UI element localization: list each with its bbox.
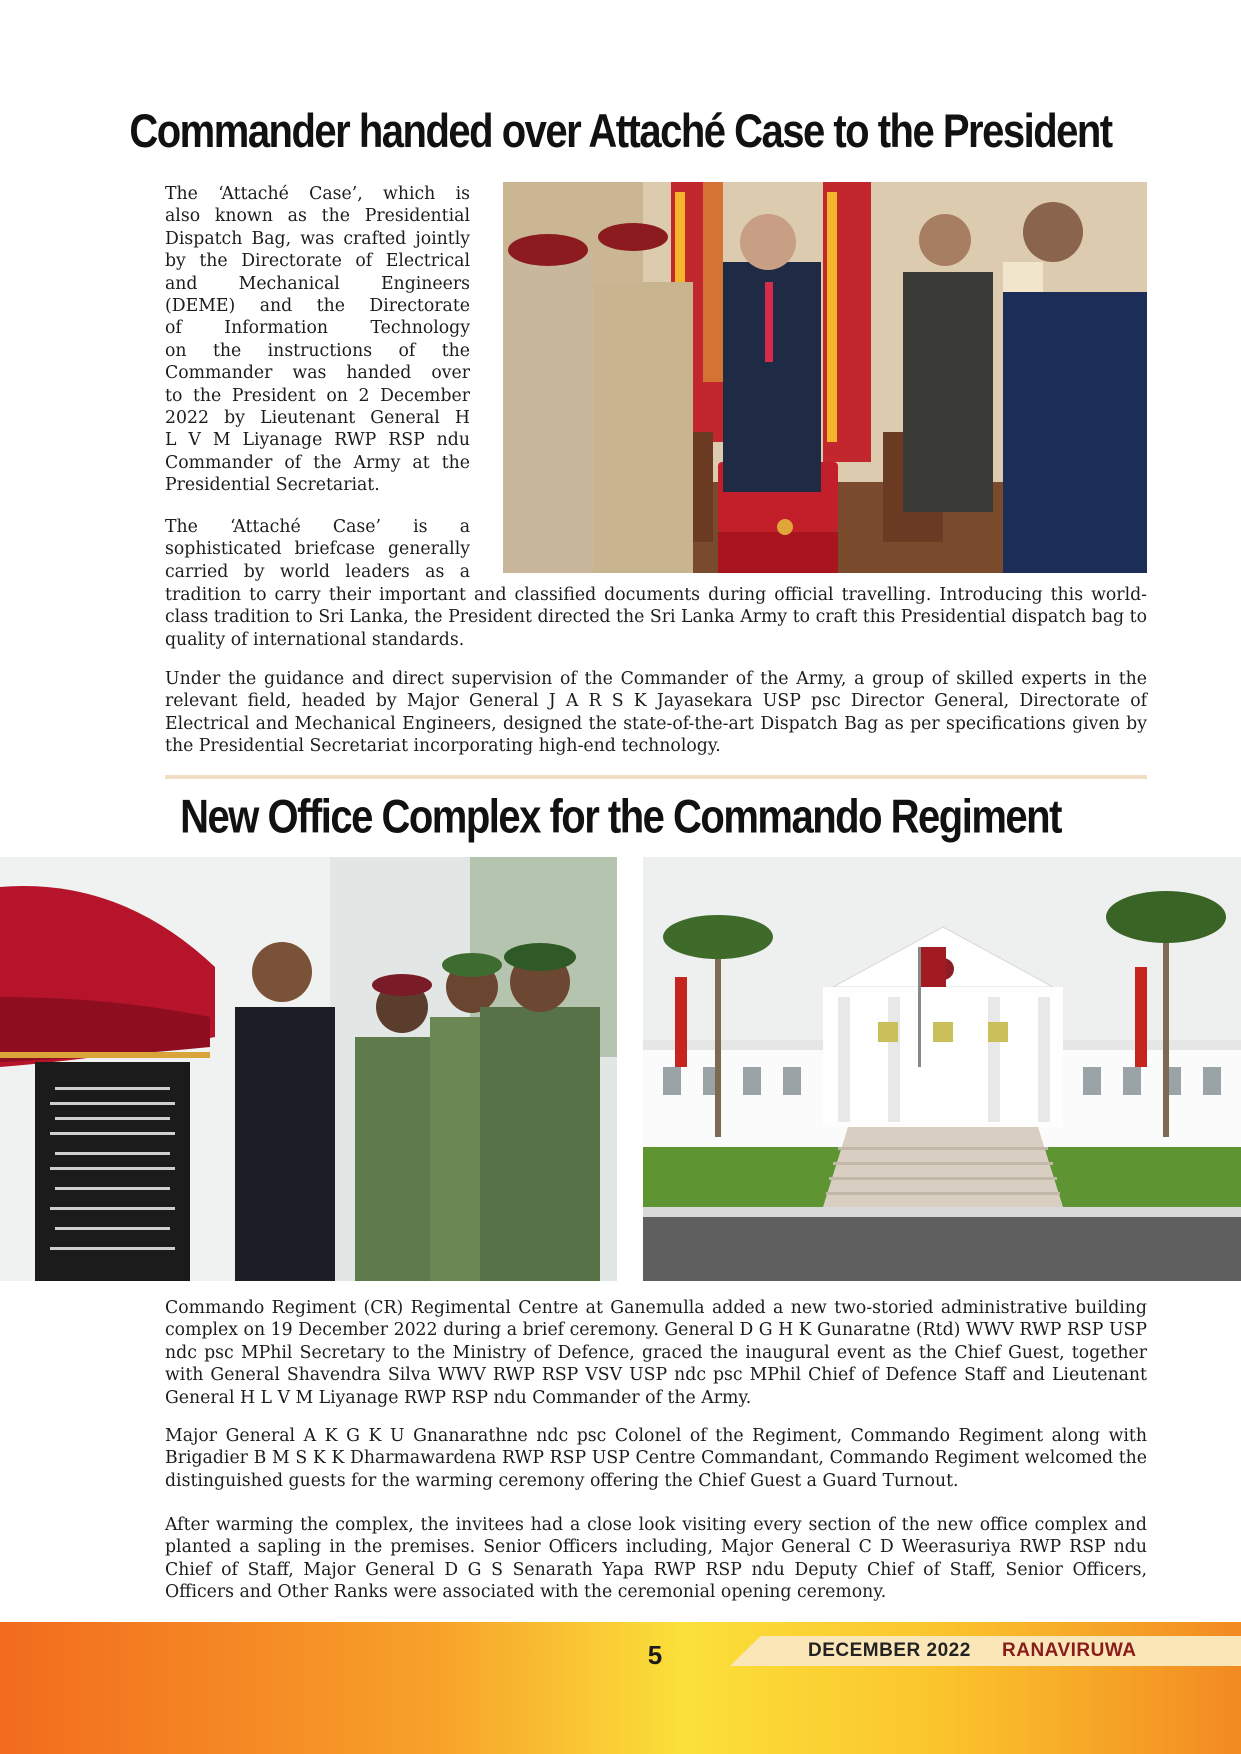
president-attache-case-photo [503,182,1147,573]
footer-publication-name: RANAVIRUWA [1002,1640,1137,1661]
article1-paragraph-2-start: The ‘Attaché Case’ is a sophisticated briefcase generally carried by world leaders as a [165,517,470,582]
plaque-unveiling-photo [0,857,617,1281]
page-number: 5 [647,1640,663,1670]
footer-band [730,1636,1241,1666]
footer-issue-date: DECEMBER 2022 [808,1640,971,1661]
article1-paragraph-1: The ‘Attaché Case’, which is also known as the Presidential Dispatch Bag, was crafted jointly by the Directorate of Electrical and Mechanical Engineers (DEME) and the Directorate of Information Technology on the instructions of the Commander was handed over to the President on 2 December 2022 by Lieutenant General H L V M Liyanage RWP RSP ndu Commander of the Army at the Presidential Secretariat. [165,184,470,496]
article1-headline: Commander handed over Attaché Case to the President [129,105,1112,158]
office-complex-building-photo [643,857,1241,1281]
article2-paragraph-2: Major General A K G K U Gnanarathne ndc psc Colonel of the Regiment, Commando Regiment along with Brigadier B M S K K Dharmawardena RWP RSP USP Centre Commandant, Commando Regiment welcomed the distinguished guests for the warming ceremony offering the Chief Guest a Guard Turnout. [165,1426,1147,1491]
article1-paragraph-2-rest: tradition to carry their important and classified documents during official travelling. Introducing this world-class tradition to Sri Lanka, the President directed the Sri Lanka Army to craft this Presidential dispatch bag to quality of international standards. [165,585,1147,650]
article1-paragraph-3: Under the guidance and direct supervision of the Commander of the Army, a group of skilled experts in the relevant field, headed by Major General J A R S K Jayasekara USP psc Director General, Directorate of Electrical and Mechanical Engineers, designed the state-of-the-art Dispatch Bag as per specifications given by the Presidential Secretariat incorporating high-end technology. [165,669,1147,757]
article2-headline: New Office Complex for the Commando Regiment [180,790,1061,843]
article2-paragraph-3: After warming the complex, the invitees had a close look visiting every section of the new office complex and planted a sapling in the premises. Senior Officers including, Major General C D Weerasuriya RWP RSP ndu Chief of Staff, Major General D G S Senarath Yapa RWP RSP ndu Deputy Chief of Staff, Senior Officers, Officers and Other Ranks were associated with the ceremonial opening ceremony. [165,1515,1147,1603]
section-divider [165,775,1147,779]
article2-paragraph-1: Commando Regiment (CR) Regimental Centre at Ganemulla added a new two-storied administrative building complex on 19 December 2022 during a brief ceremony. General D G H K Gunaratne (Rtd) WWV RWP RSP USP ndc psc MPhil Secretary to the Ministry of Defence, graced the inaugural event as the Chief Guest, together with General Shavendra Silva WWV RWP RSP VSV USP ndc psc MPhil Chief of Defence Staff and Lieutenant General H L V M Liyanage RWP RSP ndu Commander of the Army. [165,1298,1147,1408]
